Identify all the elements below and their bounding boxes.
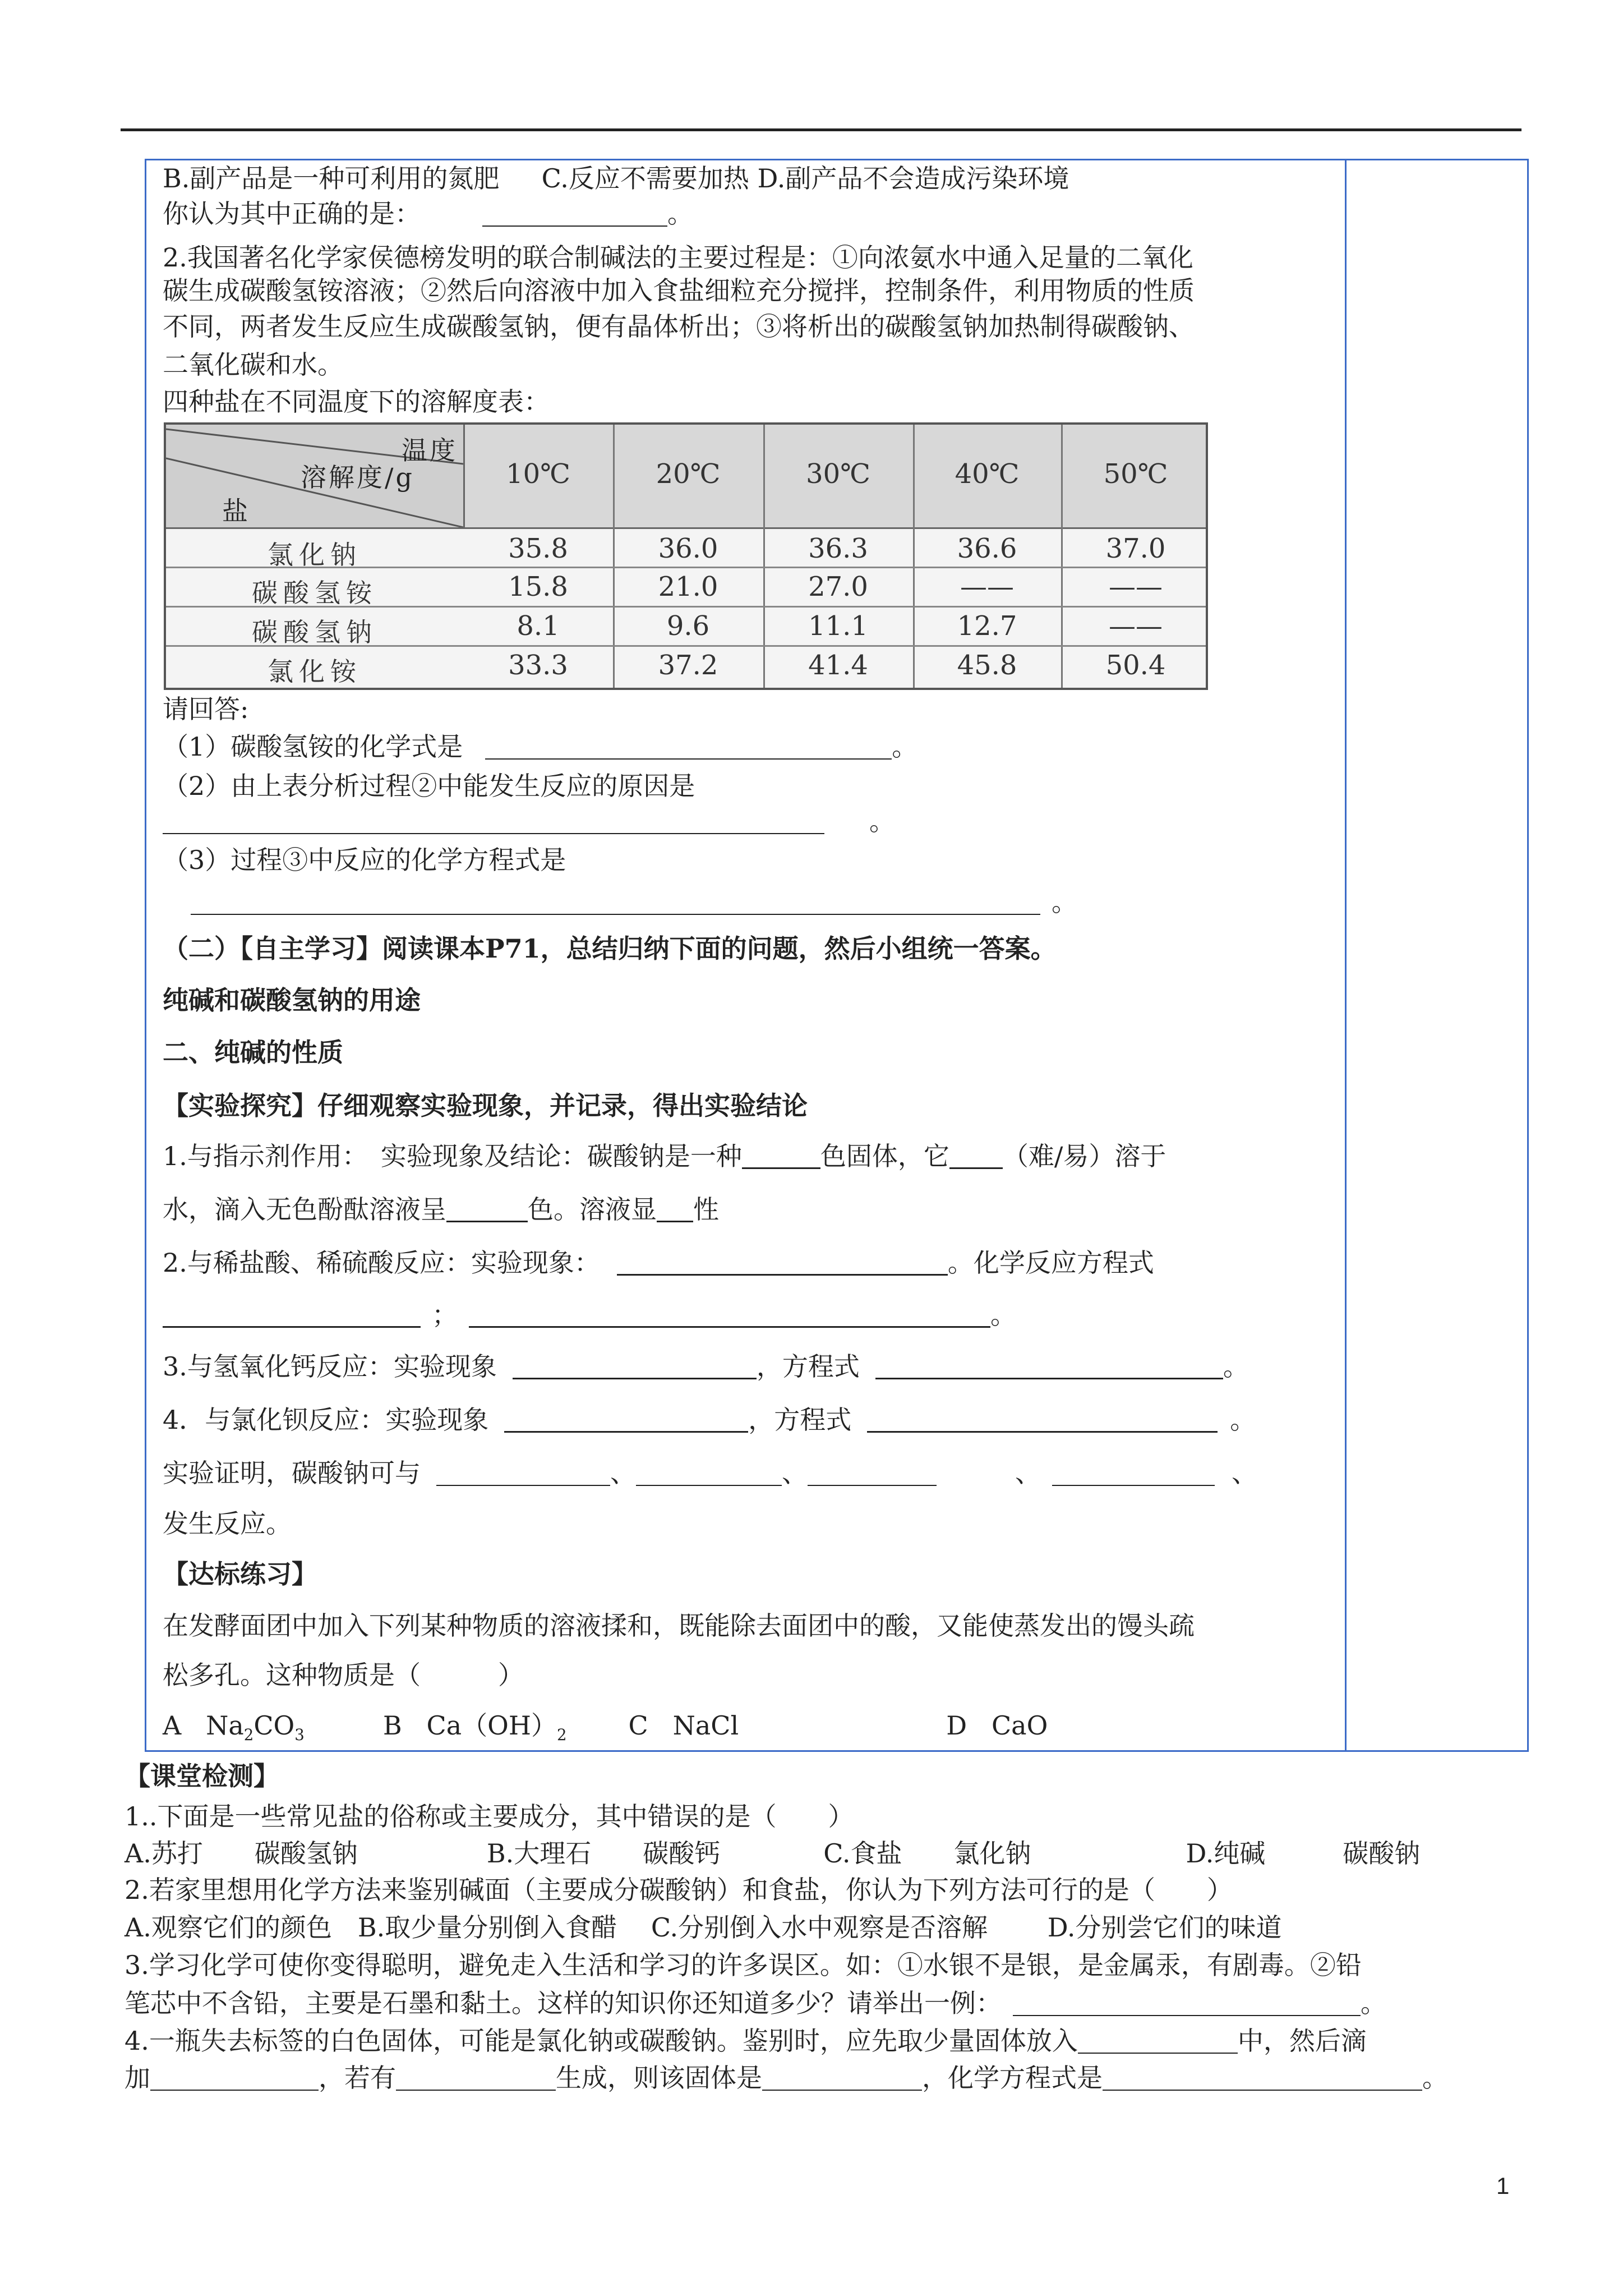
experiment-2-text: 2.与稀盐酸、稀硫酸反应：实验现象： [163,1248,600,1278]
experiment-4-text: 4．与氯化钡反应：实验现象 [163,1405,489,1435]
salt-name: 碳酸氢钠 [252,617,377,647]
experiment-3-text: 3.与氢氧化钙反应：实验现象 [163,1351,497,1382]
separator: 、 [1232,1458,1257,1488]
solubility-value: 35.8 [508,533,568,564]
solubility-value: 36.0 [658,533,718,564]
correct-answer-blank[interactable] [482,200,667,227]
experiment-1-text: 色固体，它 [820,1141,949,1172]
correct-answer-line [163,199,693,229]
temp-header: 10℃ [506,458,570,490]
question-2-1-text: （1）碳酸氢铵的化学式是 [163,731,463,762]
check-q1: 1..下面是一些常见盐的俗称或主要成分，其中错误的是（ ） [125,1801,854,1832]
correct-answer-prefix: 你认为其中正确的是： [163,199,421,229]
subscript: 2 [243,1726,254,1745]
equation-blank-1[interactable] [163,1300,421,1328]
solubility-blank[interactable] [949,1142,1003,1169]
reactant-blank-1[interactable] [436,1459,610,1486]
check-q4-text: 加 [125,2063,150,2093]
table-corner-cell [166,425,465,527]
salt-name: 碳酸氢铵 [252,578,377,608]
container-blank[interactable] [1078,2027,1238,2054]
option-text: Ca（OH） [426,1710,557,1741]
subscript: 2 [556,1726,567,1745]
equation-blank[interactable] [867,1405,1218,1433]
period: 。 [892,731,918,762]
period: 。 [1223,1351,1249,1382]
period: 。 [667,199,693,229]
table-caption: 四种盐在不同温度下的溶解度表： [163,386,550,417]
check-q3-line-1: 3.学习化学可使你变得聪明，避免走入生活和学习的许多误区。如：①水银不是银，是金属汞，有剧毒。②铅 [125,1950,1362,1980]
experiment-4-text: ，方程式 [748,1405,852,1435]
experiment-2-text: 。化学反应方程式 [947,1248,1154,1278]
experiment-2-line-1 [163,1248,1154,1278]
question-2-2-answer [163,807,895,836]
solubility-value: 8.1 [517,610,560,642]
check-q4-text: 4.一瓶失去标签的白色固体，可能是氯化钠或碳酸钠。鉴别时，应先取少量固体放入 [125,2026,1078,2056]
equation-blank[interactable] [875,1352,1223,1379]
q2-line-3: 不同，两者发生反应生成碳酸氢钠，便有晶体析出；③将析出的碳酸氢钠加热制得碳酸钠、 [163,311,1195,342]
solubility-table [164,422,1208,690]
temp-header: 20℃ [656,458,721,490]
corner-solubility-label: 溶解度/g [301,462,414,493]
solubility-value: 21.0 [658,571,718,602]
practice-heading: 【达标练习】 [163,1559,317,1589]
period: 。 [1052,887,1077,917]
salt-name: 氯化钠 [268,540,362,570]
experiment-1-text: 1.与指示剂作用： 实验现象及结论：碳酸钠是一种 [163,1141,742,1172]
class-check-heading: 【课堂检测】 [125,1761,279,1791]
check-q2-options: A.观察它们的颜色 B.取少量分别倒入食醋 C.分别倒入水中观察是否溶解 D.分别尝它们的味道 [125,1912,1282,1943]
experiment-4-line [163,1405,1256,1435]
period: 。 [990,1300,1016,1331]
header-rule [121,128,1521,131]
check-q4-text: ，若有 [319,2063,396,2093]
temp-header: 30℃ [806,458,870,490]
corner-salt-label: 盐 [222,496,248,526]
q2-line-4: 二氧化碳和水。 [163,349,343,380]
solubility-value: —— [1109,571,1163,602]
solubility-value: 41.4 [808,650,868,681]
q2-line-1: 2.我国著名化学家侯德榜发明的联合制碱法的主要过程是：①向浓氨水中通入足量的二氧化 [163,242,1193,273]
option-b[interactable] [382,1710,567,1745]
reagent-blank[interactable] [150,2064,319,2091]
option-label: D [946,1710,967,1741]
solubility-value: 45.8 [957,650,1017,681]
temp-header: 40℃ [955,458,1020,490]
salt-name: 氯化铵 [268,656,362,687]
period: 。 [1361,1988,1386,2018]
solubility-value: 11.1 [808,610,868,642]
option-text: NaCl [672,1710,739,1741]
option-d[interactable] [946,1710,1048,1741]
solubility-value: 37.2 [658,650,718,681]
period: 。 [1422,2063,1448,2093]
proof-text: 实验证明，碳酸钠可与 [163,1458,421,1488]
option-label: C [628,1710,648,1741]
question-2-3-answer [163,887,1077,917]
solubility-value: 27.0 [808,571,868,602]
check-q3-line-2 [125,1989,1386,2018]
solubility-value: 36.6 [957,533,1017,564]
option-label: B [382,1710,402,1741]
answer-prompt: 请回答: [163,694,249,724]
experiment-3-text: ，方程式 [756,1351,860,1382]
solubility-value: 50.4 [1105,650,1166,681]
option-label: A [163,1710,182,1741]
practice-question-line-1: 在发酵面团中加入下列某种物质的溶液揉和，既能除去面团中的酸，又能使蒸发出的馒头疏 [163,1611,1195,1641]
separator: ； [432,1300,458,1331]
formula-blank[interactable] [485,733,892,760]
equation-blank[interactable] [1103,2064,1422,2091]
check-q4-text: 中，然后滴 [1237,2026,1367,2056]
question-2-1 [163,732,917,762]
check-q4-line-2 [125,2063,1448,2093]
q2-line-2: 碳生成碳酸氢铵溶液；②然后向溶液中加入食盐细粒充分搅拌，控制条件，利用物质的性质 [163,275,1195,306]
question-2-2: （2）由上表分析过程②中能发生反应的原因是 [163,771,695,801]
option-text: Na [206,1710,244,1741]
phenolphthalein-color-blank[interactable] [446,1195,528,1222]
check-q4-line-1 [125,2026,1367,2056]
separator: 、 [610,1458,636,1488]
notes-column-divider [1345,159,1347,1752]
separator: 、 [1015,1458,1041,1488]
check-q3-text: 笔芯中不含铅，主要是石墨和黏土。这样的知识你还知道多少？请举出一例： [125,1988,1002,2018]
color-blank[interactable] [742,1142,820,1169]
phenomenon-blank[interactable] [617,1248,948,1276]
self-study-heading: （二）【自主学习】阅读课本P71，总结归纳下面的问题，然后小组统一答案。 [163,933,1057,964]
option-text: CO [253,1710,295,1741]
phenomenon-blank[interactable] [504,1405,748,1433]
check-q1-options: A.苏打 碳酸氢钠 B.大理石 碳酸钙 C.食盐 氯化钠 D.纯碱 碳酸钠 [125,1838,1421,1869]
experiment-1-line-1 [163,1142,1166,1171]
experiment-1-text: 水，滴入无色酚酞溶液呈 [163,1194,446,1225]
experiment-1-text: 色。溶液显 [528,1194,657,1225]
solubility-value: 15.8 [508,571,568,602]
option-c[interactable] [629,1710,739,1741]
product-blank[interactable] [396,2064,556,2091]
equation-blank-2[interactable] [469,1300,990,1328]
page-number: 1 [1496,2173,1510,2199]
temp-header: 50℃ [1103,458,1168,490]
nature-blank[interactable] [657,1195,693,1222]
reason-blank[interactable] [163,807,824,834]
option-text: CaO [991,1710,1048,1741]
experiment-1-line-2 [163,1195,719,1225]
proof-end: 发生反应。 [163,1508,292,1539]
proof-line [163,1458,1257,1488]
experiment-3-line [163,1352,1249,1382]
equation-blank[interactable] [191,888,1040,915]
properties-heading: 二、纯碱的性质 [163,1037,343,1068]
solubility-value: 12.7 [957,610,1017,642]
phenomenon-blank[interactable] [513,1352,757,1379]
solubility-value: 36.3 [808,533,868,564]
period: 。 [869,806,895,836]
check-q4-text: ，化学方程式是 [922,2063,1103,2093]
practice-question-line-2: 松多孔。这种物质是（ ） [163,1660,524,1690]
option-line-b: B.副产品是一种可利用的氮肥 C.反应不需要加热 D.副产品不会造成污染环境 [163,163,1069,194]
solubility-value: 33.3 [508,650,568,681]
check-q4-text: 生成，则该固体是 [556,2063,762,2093]
experiment-1-text: 性 [693,1194,719,1225]
reactant-blank-2[interactable] [636,1459,782,1486]
uses-heading: 纯碱和碳酸氢钠的用途 [163,985,421,1015]
subscript: 3 [294,1726,305,1745]
experiment-2-line-2 [163,1300,1016,1330]
corner-temp-label: 温度 [402,435,458,466]
period: 。 [1230,1405,1256,1435]
option-a[interactable] [163,1710,305,1745]
solubility-value: 9.6 [666,610,710,642]
solubility-value: —— [960,571,1014,602]
question-2-3: （3）过程③中反应的化学方程式是 [163,845,566,875]
practice-options [163,1711,1048,1744]
solubility-value: —— [1109,610,1163,642]
reactant-blank-3[interactable] [808,1459,937,1486]
example-blank[interactable] [1013,1989,1361,2016]
check-q2: 2.若家里想用化学方法来鉴别碱面（主要成分碳酸钠）和食盐，你认为下列方法可行的是（ ） [125,1875,1233,1905]
experiment-heading: 【实验探究】仔细观察实验现象，并记录，得出实验结论 [163,1091,808,1121]
separator: 、 [782,1458,808,1488]
reactant-blank-4[interactable] [1052,1459,1215,1486]
solid-identity-blank[interactable] [762,2064,922,2091]
solubility-value: 37.0 [1105,533,1166,564]
experiment-1-text: （难/易）溶于 [1002,1141,1166,1172]
